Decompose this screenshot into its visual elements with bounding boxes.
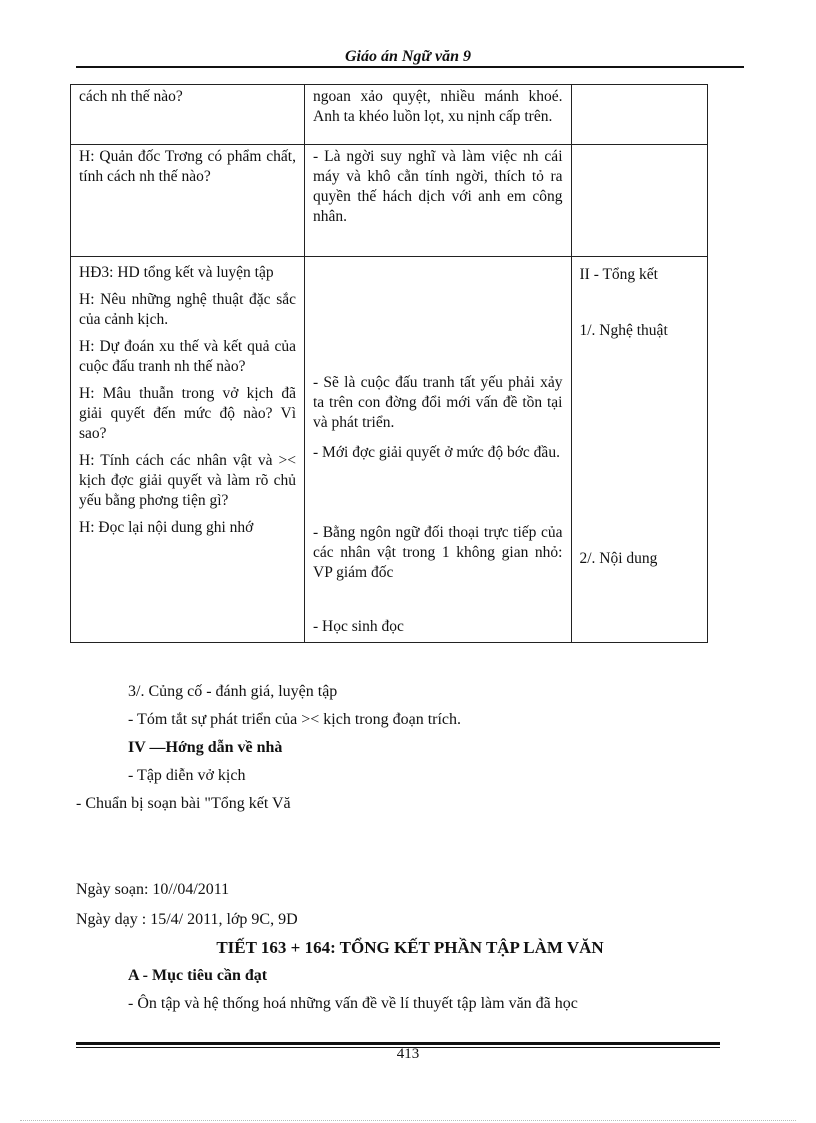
table-cell-question: cách nh thế nào? (71, 85, 305, 145)
question-item: H: Dự đoán xu thế và kết quả của cuộc đấu tranh nh thế nào? (79, 338, 296, 375)
page-edge-dotted-line (20, 1120, 796, 1121)
note-art: 1/. Nghệ thuật (579, 322, 668, 339)
question-item: H: Mâu thuẫn trong vở kịch đã giải quyết đến mức độ nào? Vì sao? (79, 385, 296, 442)
table-cell-notes (571, 257, 708, 643)
answer-item: - Sẽ là cuộc đấu tranh tất yếu phải xảy ta trên con đờng đổi mới vấn đề tồn tại và phát triển. (313, 374, 563, 431)
objectives-heading: A - Mục tiêu cần đạt (128, 967, 268, 984)
question-item: H: Đọc lại nội dung ghi nhớ (79, 519, 254, 536)
lesson-table (70, 84, 708, 643)
page-header-title: Giáo án Ngữ văn 9 (344, 48, 472, 65)
body-line: - Chuẩn bị soạn bài "Tổng kết Vă (76, 795, 291, 812)
section-consolidation: 3/. Củng cố - đánh giá, luyện tập (128, 683, 338, 700)
teach-date: Ngày dạy : 15/4/ 2011, lớp 9C, 9D (76, 911, 298, 928)
prepare-date: Ngày soạn: 10//04/2011 (76, 881, 230, 898)
header-rule (76, 66, 744, 68)
question-item: H: Nêu những nghệ thuật đặc sắc của cảnh kịch. (79, 291, 296, 328)
body-line: - Ôn tập và hệ thống hoá những vấn đề về lí thuyết tập làm văn đã học (128, 995, 578, 1012)
table-row (71, 145, 708, 257)
note-content: 2/. Nội dung (579, 550, 658, 567)
table-row (71, 257, 708, 643)
body-line: - Tóm tắt sự phát triển của >< kịch trong đoạn trích. (128, 711, 462, 728)
table-cell-answers (305, 257, 572, 643)
table-cell-answer: ngoan xảo quyệt, nhiều mánh khoé. Anh ta khéo luồn lọt, xu nịnh cấp trên. (305, 85, 572, 145)
question-item: HĐ3: HD tổng kết và luyện tập (79, 264, 274, 281)
table-cell-note (571, 85, 708, 145)
lesson-title: TIẾT 163 + 164: TỔNG KẾT PHẦN TẬP LÀM VĂN (216, 938, 604, 957)
table-cell-answer: - Là ngời suy nghĩ và làm việc nh cái máy và khô cằn tính ngời, thích tỏ ra quyền thế hách dịch với anh em công nhân. (305, 145, 572, 257)
answer-item: - Học sinh đọc (313, 618, 404, 635)
table-cell-questions (71, 257, 305, 643)
table-cell-note (571, 145, 708, 257)
question-item: H: Tính cách các nhân vật và >< kịch đợc giải quyết và làm rõ chủ yếu bằng phơng tiện gì? (79, 452, 296, 509)
body-line: - Tập diễn vở kịch (128, 767, 246, 784)
table-cell-question: H: Quản đốc Trơng có phẩm chất, tính cách nh thế nào? (71, 145, 305, 257)
page-number: 413 (396, 1046, 420, 1062)
answer-item: - Bằng ngôn ngữ đối thoại trực tiếp của các nhân vật trong 1 không gian nhỏ: VP giám đốc (313, 524, 563, 581)
note-summary: II - Tổng kết (579, 266, 658, 283)
footer-rule (76, 1042, 720, 1045)
section-homework-heading: IV —Hớng dẫn về nhà (128, 739, 283, 756)
table-row (71, 85, 708, 145)
answer-item: - Mới đợc giải quyết ở mức độ bớc đầu. (313, 444, 560, 461)
